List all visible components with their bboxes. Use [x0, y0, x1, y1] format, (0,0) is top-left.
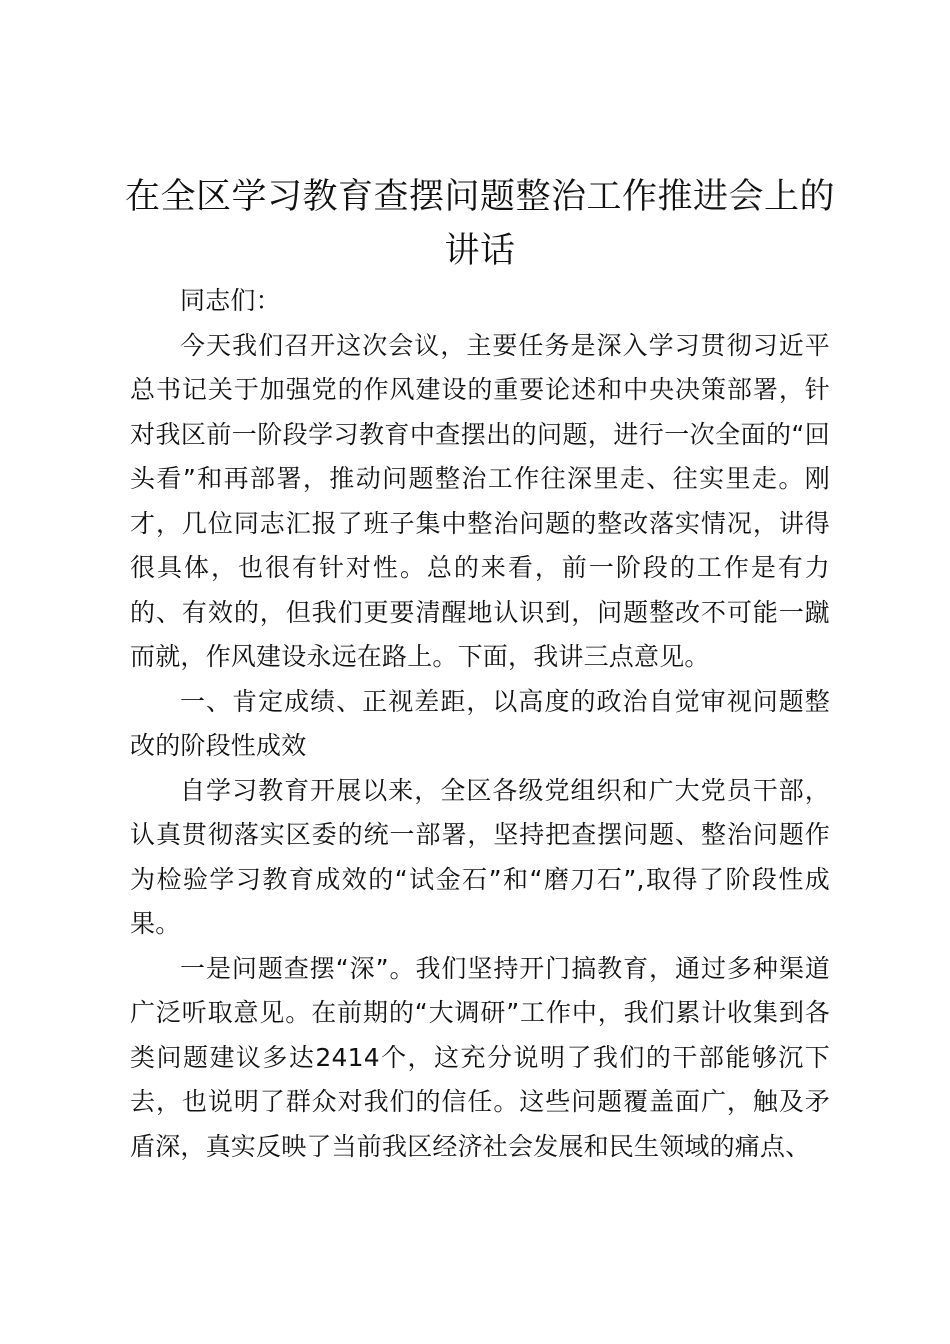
document-body: [130, 279, 830, 1169]
document-title: 在全区学习教育查摆问题整治工作推进会上的讲话: [124, 177, 835, 271]
section-1-intro-paragraph: 自学习教育开展以来，全区各级党组织和广大党员干部，认真贯彻落实区委的统一部署，坚持把查摆问题、整治问题作为检验学习教育成效的“试金石”和“磨刀石”,取得了阶段性成果。: [130, 775, 830, 938]
opening-paragraph: 今天我们召开这次会议，主要任务是深入学习贯彻习近平总书记关于加强党的作风建设的重要论述和中央决策部署，针对我区前一阶段学习教育中查摆出的问题，进行一次全面的“回头看”和再部署，推动问题整治工作往深里走、往实里走。刚才，几位同志汇报了班子集中整治问题的整改落实情况，讲得很具体，也很有针对性。总的来看，前一阶段的工作是有力的、有效的，但我们更要清醒地认识到，问题整改不可能一蹴而就，作风建设永远在路上。下面，我讲三点意见。: [130, 330, 830, 671]
point-1-paragraph: 一是问题查摆“深”。我们坚持开门搞教育，通过多种渠道广泛听取意见。在前期的“大调研”工作中，我们累计收集到各类问题建议多达2414个，这充分说明了我们的干部能够沉下去，也说明了群众对我们的信任。这些问题覆盖面广，触及矛盾深，真实反映了当前我区经济社会发展和民生领域的痛点、: [130, 953, 830, 1161]
section-heading-1: 一、肯定成绩、正视差距，以高度的政治自觉审视问题整改的阶段性成效: [130, 686, 830, 760]
salutation-paragraph: 同志们：: [180, 286, 281, 315]
